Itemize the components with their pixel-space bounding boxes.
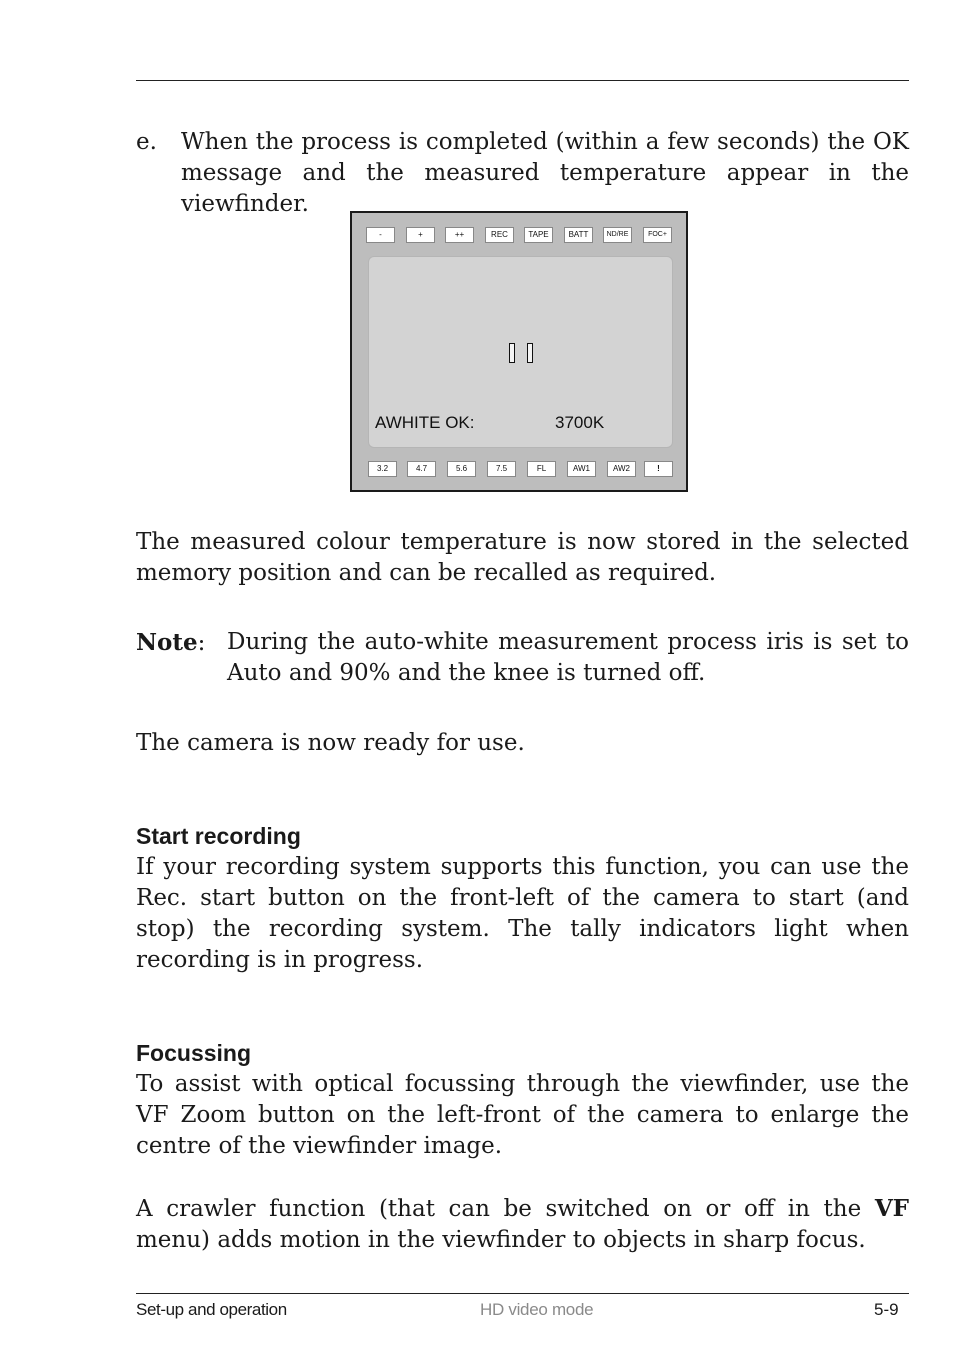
footer-rule bbox=[136, 1293, 909, 1294]
vf-top-button: ++ bbox=[445, 227, 474, 243]
note-label-text: Note bbox=[136, 629, 198, 656]
step-text: When the process is completed (within a few seconds) the OK message and the measured temperature appear in the viewfinder. bbox=[181, 129, 909, 217]
crawler-paragraph bbox=[136, 1193, 909, 1256]
vf-menu-name: VF bbox=[874, 1195, 909, 1222]
vf-bottom-button: ! bbox=[644, 461, 673, 477]
vf-top-button: - bbox=[366, 227, 395, 243]
step-e bbox=[136, 127, 909, 220]
vf-top-button: TAPE bbox=[524, 227, 553, 243]
vf-top-button: FOC+ bbox=[643, 227, 672, 243]
crawler-text-before: A crawler function (that can be switched on or off in the bbox=[136, 1196, 875, 1222]
step-marker: e. bbox=[136, 129, 157, 155]
vf-bottom-button: FL bbox=[527, 461, 556, 477]
focussing-text: To assist with optical focussing through the viewfinder, use the VF Zoom button on the left-front of the camera to enlarge the centre of the viewfinder image. bbox=[136, 1071, 909, 1159]
start-recording-heading: Start recording bbox=[136, 823, 301, 849]
awhite-status: AWHITE OK: bbox=[375, 413, 475, 432]
viewfinder-figure bbox=[350, 211, 688, 492]
crawler-text-after: menu) adds motion in the viewfinder to objects in sharp focus. bbox=[136, 1227, 866, 1253]
vf-bottom-button: 4.7 bbox=[407, 461, 436, 477]
footer-center: HD video mode bbox=[480, 1300, 594, 1319]
vf-top-button: ND/RE bbox=[603, 227, 632, 243]
header-rule bbox=[136, 80, 909, 81]
note-colon: : bbox=[197, 630, 206, 656]
vf-top-button: REC bbox=[485, 227, 514, 243]
vf-bottom-button: 5.6 bbox=[447, 461, 476, 477]
measured-temperature: 3700K bbox=[555, 413, 605, 432]
footer-left: Set-up and operation bbox=[136, 1300, 287, 1319]
start-recording-text: If your recording system supports this function, you can use the Rec. start button on the front-left of the camera to start (and stop) the recording system. The tally indicators light when recording is in progress. bbox=[136, 854, 909, 973]
viewfinder-screen bbox=[368, 256, 673, 448]
ready-paragraph: The camera is now ready for use. bbox=[136, 730, 525, 756]
focus-marker-left bbox=[509, 343, 515, 363]
vf-top-button: BATT bbox=[564, 227, 593, 243]
vf-bottom-button: AW2 bbox=[607, 461, 636, 477]
vf-bottom-button: 7.5 bbox=[487, 461, 516, 477]
viewfinder-top-buttons bbox=[366, 227, 674, 243]
note-label bbox=[136, 627, 205, 659]
stored-paragraph: The measured colour temperature is now stored in the selected memory position and can be recalled as required. bbox=[136, 529, 909, 586]
vf-top-button: + bbox=[406, 227, 435, 243]
vf-bottom-button: 3.2 bbox=[368, 461, 397, 477]
focussing-heading: Focussing bbox=[136, 1040, 252, 1066]
viewfinder-bottom-buttons bbox=[366, 461, 674, 477]
vf-bottom-button: AW1 bbox=[567, 461, 596, 477]
focus-marker-right bbox=[527, 343, 533, 363]
footer-page-number: 5-9 bbox=[874, 1300, 899, 1319]
note-text: During the auto-white measurement process iris is set to Auto and 90% and the knee is turned off. bbox=[227, 629, 909, 686]
note-block bbox=[136, 627, 909, 689]
